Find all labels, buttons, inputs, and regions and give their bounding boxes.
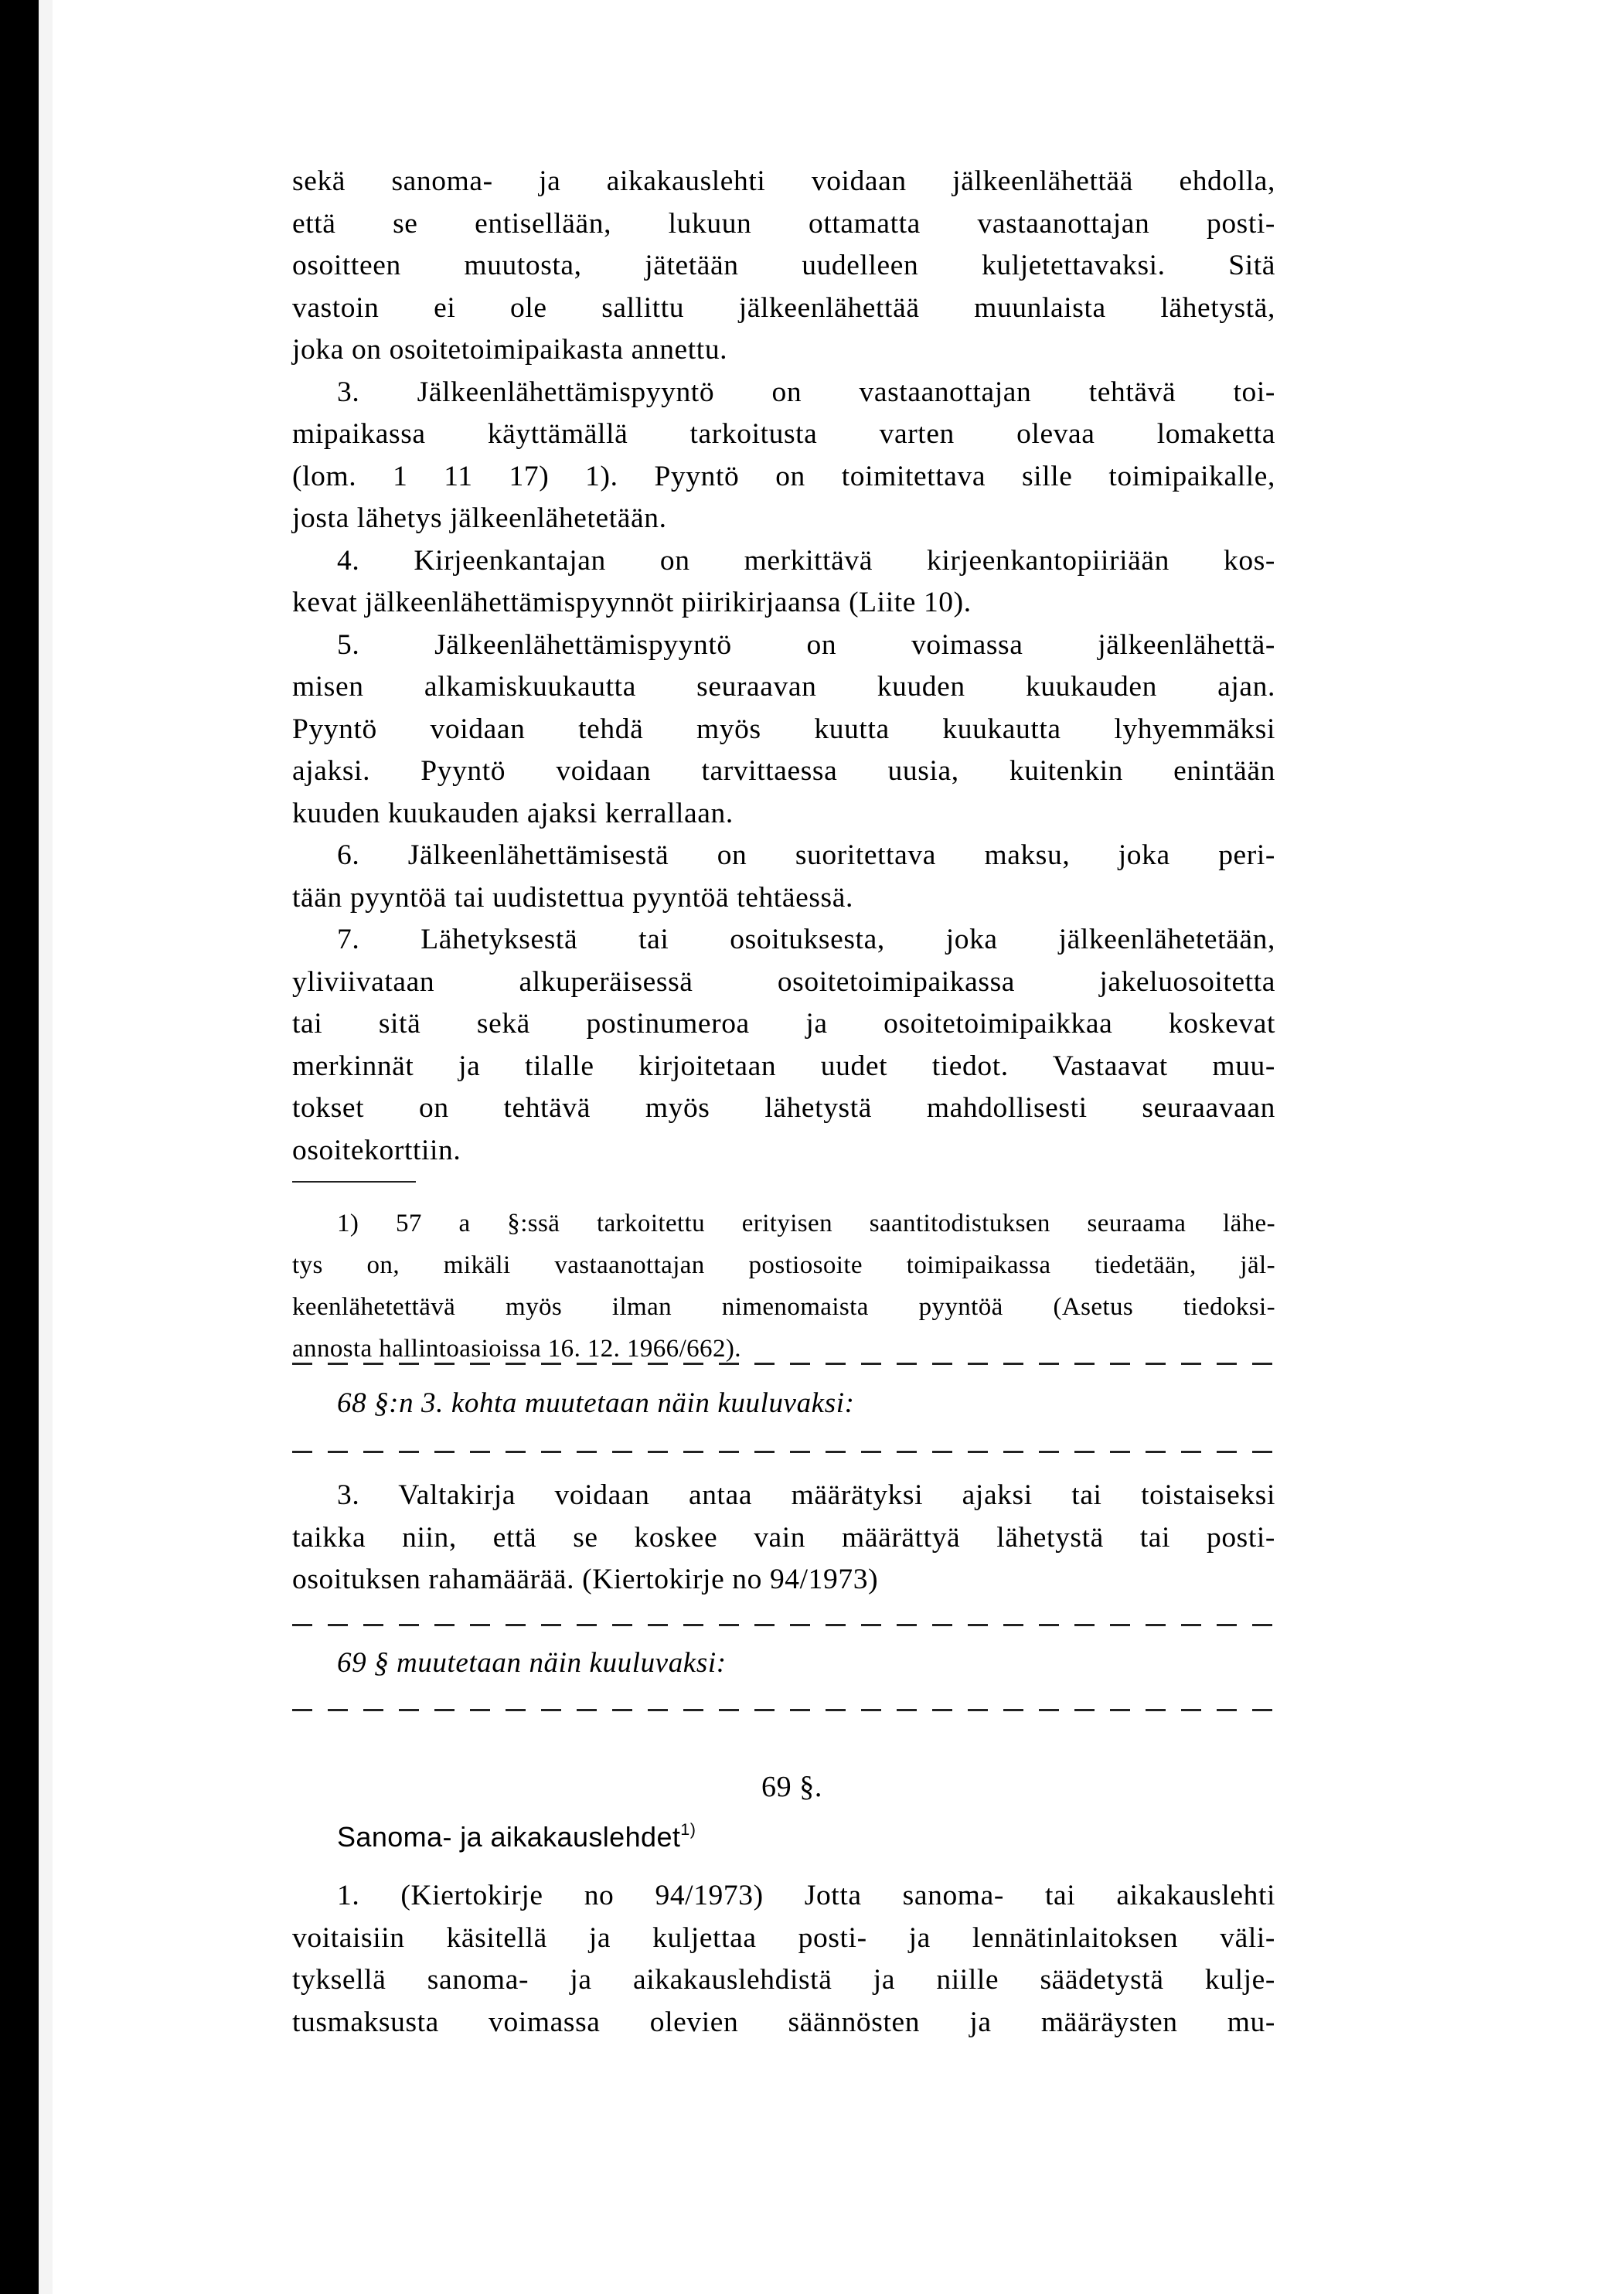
text-line: 3. Valtakirja voidaan antaa määrätyksi ajaksi tai toistaiseksi xyxy=(337,1479,1275,1511)
text-line: kuuden kuukauden ajaksi kerrallaan. xyxy=(292,797,734,829)
main-text-block xyxy=(292,161,1275,1172)
dashed-separator xyxy=(292,1363,1275,1365)
section-number: 69 §. xyxy=(761,1771,822,1803)
paragraph-3 xyxy=(292,372,1275,540)
text-line: misen alkamiskuukautta seuraavan kuuden kuukauden ajan. xyxy=(292,671,1275,703)
text-line: josta lähetys jälkeenlähetetään. xyxy=(292,502,667,534)
text-line: 4. Kirjeenkantajan on merkittävä kirjeenkantopiiriään kos- xyxy=(337,544,1275,577)
text-line: taikka niin, että se koskee vain määrättyä lähetystä tai posti- xyxy=(292,1521,1275,1554)
text-line: yliviivataan alkuperäisessä osoitetoimipaikassa jakeluosoitetta xyxy=(292,965,1275,998)
text-line: ajaksi. Pyyntö voidaan tarvittaessa uusia, kuitenkin enintään xyxy=(292,755,1275,787)
section-heading-text: Sanoma- ja aikakauslehdet xyxy=(337,1821,681,1853)
text-line: sekä sanoma- ja aikakauslehti voidaan jälkeenlähettää ehdolla, xyxy=(292,165,1275,197)
amendment-instruction: 69 § muutetaan näin kuuluvaksi: xyxy=(337,1647,727,1679)
text-line: 7. Lähetyksestä tai osoituksesta, joka jälkeenlähetetään, xyxy=(337,924,1275,955)
footnote-line: tys on, mikäli vastaanottajan postiosoite toimipaikassa tiedetään, jäl- xyxy=(292,1251,1275,1279)
footnote-line: 1) 57 a §:ssä tarkoitettu erityisen saantitodistuksen seuraama lähe- xyxy=(337,1210,1275,1237)
footnote xyxy=(292,1203,1275,1370)
text-line: tokset on tehtävä myös lähetystä mahdollisesti seuraavaan xyxy=(292,1092,1275,1124)
text-line: voitaisiin käsitellä ja kuljettaa posti- ja lennätinlaitoksen väli- xyxy=(292,1921,1275,1954)
text-line: 1. (Kiertokirje no 94/1973) Jotta sanoma- tai aikakauslehti xyxy=(337,1880,1275,1911)
text-line: että se entisellään, lukuun ottamatta vastaanottajan posti- xyxy=(292,207,1275,240)
amended-paragraph xyxy=(292,1475,1275,1601)
footnote-rule xyxy=(292,1181,416,1183)
paragraph-7 xyxy=(292,919,1275,1172)
paragraph-4 xyxy=(292,540,1275,625)
paragraph-5 xyxy=(292,625,1275,836)
text-line: tai sitä sekä postinumeroa ja osoitetoimipaikkaa koskevat xyxy=(292,1008,1275,1040)
text-line: (lom. 1 11 17) 1). Pyyntö on toimitettava sille toimipaikalle, xyxy=(292,460,1275,492)
text-line: 5. Jälkeenlähettämispyyntö on voimassa jälkeenlähettä- xyxy=(337,628,1275,661)
text-line: merkinnät ja tilalle kirjoitetaan uudet tiedot. Vastaavat muu- xyxy=(292,1050,1275,1082)
text-line: vastoin ei ole sallittu jälkeenlähettää muunlaista lähetystä, xyxy=(292,291,1275,324)
text-line: mipaikassa käyttämällä tarkoitusta varten olevaa lomaketta xyxy=(292,418,1275,450)
section-paragraph-1 xyxy=(292,1875,1275,2044)
footnote-line: keenlähetettävä myös ilman nimenomaista pyyntöä (Asetus tiedoksi- xyxy=(292,1293,1275,1321)
text-line: 3. Jälkeenlähettämispyyntö on vastaanottajan tehtävä toi- xyxy=(337,376,1275,408)
section-heading xyxy=(337,1821,696,1853)
text-line: kevat jälkeenlähettämispyynnöt piirikirjaansa (Liite 10). xyxy=(292,587,972,618)
text-line: tään pyyntöä tai uudistettua pyyntöä tehtäessä. xyxy=(292,881,853,914)
scan-left-edge xyxy=(0,0,53,2294)
footnote-line: annosta hallintoasioissa 16. 12. 1966/662). xyxy=(292,1335,741,1363)
text-line: Pyyntö voidaan tehdä myös kuutta kuukautta lyhyemmäksi xyxy=(292,713,1275,745)
text-line: tusmaksusta voimassa olevien säännösten ja määräysten mu- xyxy=(292,2006,1275,2038)
footnote-reference: 1) xyxy=(680,1819,696,1839)
text-line: osoituksen rahamäärää. (Kiertokirje no 94/1973) xyxy=(292,1564,879,1595)
text-line: osoitteen muutosta, jätetään uudelleen kuljetettavaksi. Sitä xyxy=(292,250,1275,281)
text-line: osoitekorttiin. xyxy=(292,1134,461,1166)
amendment-instruction: 68 §:n 3. kohta muutetaan näin kuuluvaksi: xyxy=(337,1387,855,1419)
dashed-separator xyxy=(292,1709,1275,1711)
text-line: tyksellä sanoma- ja aikakauslehdistä ja niille säädetystä kulje- xyxy=(292,1964,1275,1996)
text-line: 6. Jälkeenlähettämisestä on suoritettava maksu, joka peri- xyxy=(337,839,1275,871)
dashed-separator xyxy=(292,1624,1275,1626)
text-line: joka on osoitetoimipaikasta annettu. xyxy=(292,334,728,366)
dashed-separator xyxy=(292,1451,1275,1453)
paragraph-6 xyxy=(292,835,1275,919)
paragraph-continuation xyxy=(292,161,1275,372)
